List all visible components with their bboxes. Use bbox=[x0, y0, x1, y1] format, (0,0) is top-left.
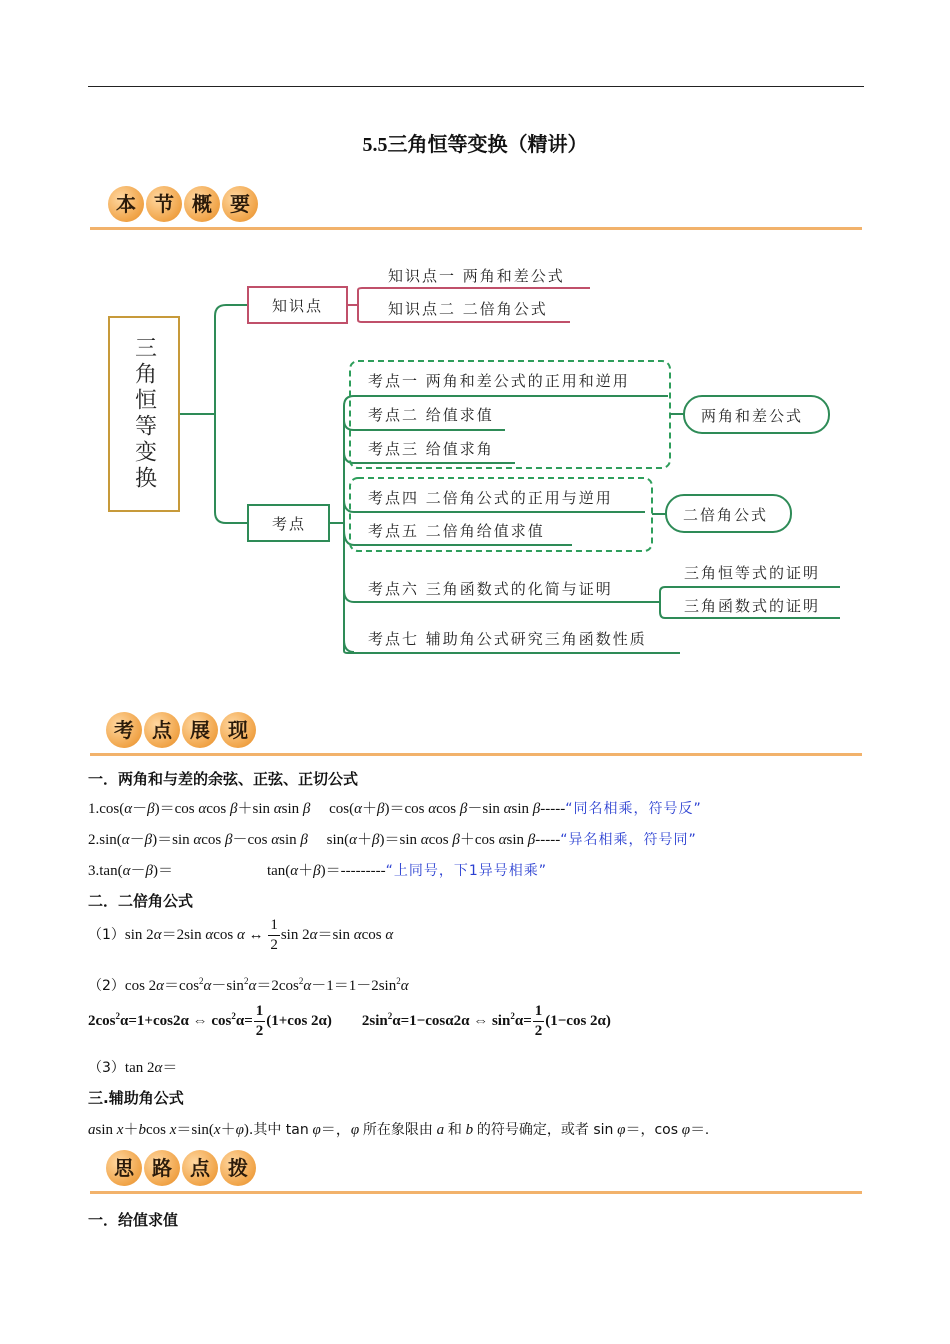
section-heading: 三.辅助角公式 bbox=[88, 1089, 184, 1107]
sub-item: 三角恒等式的证明 bbox=[684, 564, 821, 582]
exam-item: 考点二 给值求值 bbox=[368, 406, 494, 424]
banner-char: 思 bbox=[106, 1150, 142, 1186]
mnemonic: “同名相乘，符号反” bbox=[565, 801, 702, 817]
group-label: 二倍角公式 bbox=[683, 506, 769, 524]
fraction-half: $\frac{1}{2}$ bbox=[270, 917, 278, 953]
formula-line: $2\cos^2\alpha=1+\cos 2\alpha$ ⇔ $\cos^2\alpha=$ $\frac{1}{2}$ (1+cos 2α) $2\sin^2\alpha=1-\cos\alpha 2\alpha$ ⇔ $\sin^2\alpha=$ $\frac{1}{2}$ (1−cos 2α) bbox=[88, 1003, 611, 1039]
fraction-half: $\frac{1}{2}$ bbox=[255, 1003, 264, 1039]
section-heading: 一．给值求值 bbox=[88, 1211, 179, 1229]
banner-char: 节 bbox=[146, 186, 182, 222]
banner-char: 展 bbox=[182, 712, 218, 748]
branch-knowledge: 知识点 bbox=[272, 297, 324, 315]
sub-item: 三角函数式的证明 bbox=[684, 597, 821, 615]
banner-char: 点 bbox=[144, 712, 180, 748]
banner-char: 现 bbox=[220, 712, 256, 748]
exam-item: 考点一 两角和差公式的正用和逆用 bbox=[368, 372, 630, 390]
banner-char: 要 bbox=[222, 186, 258, 222]
knowledge-item: 知识点二 二倍角公式 bbox=[388, 300, 548, 318]
mnemonic: “上同号，下1异号相乘” bbox=[385, 863, 548, 879]
banner-char: 概 bbox=[184, 186, 220, 222]
exam-item: 考点四 二倍角公式的正用与逆用 bbox=[368, 489, 613, 507]
exam-item: 考点七 辅助角公式研究三角函数性质 bbox=[368, 630, 647, 648]
formula-line: 2.sin(α－β)＝sin αcos β－cos αsin β sin(α＋β)＝sin αcos β＋cos αsin β-----“异名相乘，符号同” bbox=[88, 832, 697, 848]
banner-char: 考 bbox=[106, 712, 142, 748]
formula-line: 1.cos(α－β)＝cos αcos β＋sin αsin β cos(α＋β)＝cos αcos β－sin αsin β-----“同名相乘，符号反” bbox=[88, 801, 702, 817]
group-label: 两角和差公式 bbox=[701, 407, 804, 425]
branch-exam: 考点 bbox=[272, 515, 307, 533]
mind-map-root: 三角恒等变换 bbox=[108, 316, 180, 512]
formula-line: （3）tan 2α＝ bbox=[88, 1060, 178, 1076]
formula-line: 3.tan(α－β)＝ tan(α＋β)＝---------“上同号，下1异号相乘” bbox=[88, 863, 548, 879]
banner-exam bbox=[88, 710, 862, 756]
exam-item: 考点三 给值求角 bbox=[368, 440, 494, 458]
banner-char: 路 bbox=[144, 1150, 180, 1186]
knowledge-item: 知识点一 两角和差公式 bbox=[388, 267, 565, 285]
page-title: 5.5三角恒等变换（精讲） bbox=[362, 134, 588, 156]
banner-char: 点 bbox=[182, 1150, 218, 1186]
banner-char: 本 bbox=[108, 186, 144, 222]
fraction-half: $\frac{1}{2}$ bbox=[534, 1003, 543, 1039]
formula-line: asin x＋bcos x＝sin(x＋φ).其中 tan φ＝，φ 所在象限由 a 和 b 的符号确定，或者 sin φ＝，cos φ＝. bbox=[88, 1122, 709, 1138]
formula-line: （1）sin 2α＝2sin αcos α ↔ $\frac{1}{2}$ sin 2α＝sin αcos α bbox=[88, 917, 394, 953]
exam-item: 考点五 二倍角给值求值 bbox=[368, 522, 545, 540]
exam-item: 考点六 三角函数式的化简与证明 bbox=[368, 580, 613, 598]
banner-char: 拨 bbox=[220, 1150, 256, 1186]
section-heading: 一．两角和与差的余弦、正弦、正切公式 bbox=[88, 770, 359, 788]
banner-tips bbox=[88, 1148, 862, 1194]
formula-line: （2）cos $2\alpha=\cos^2\alpha-\sin^2\alpha=2\cos^2\alpha-1=1-2\sin^2\alpha$ bbox=[88, 976, 409, 994]
mnemonic: “异名相乘，符号同” bbox=[560, 832, 697, 848]
section-heading: 二．二倍角公式 bbox=[88, 892, 194, 910]
